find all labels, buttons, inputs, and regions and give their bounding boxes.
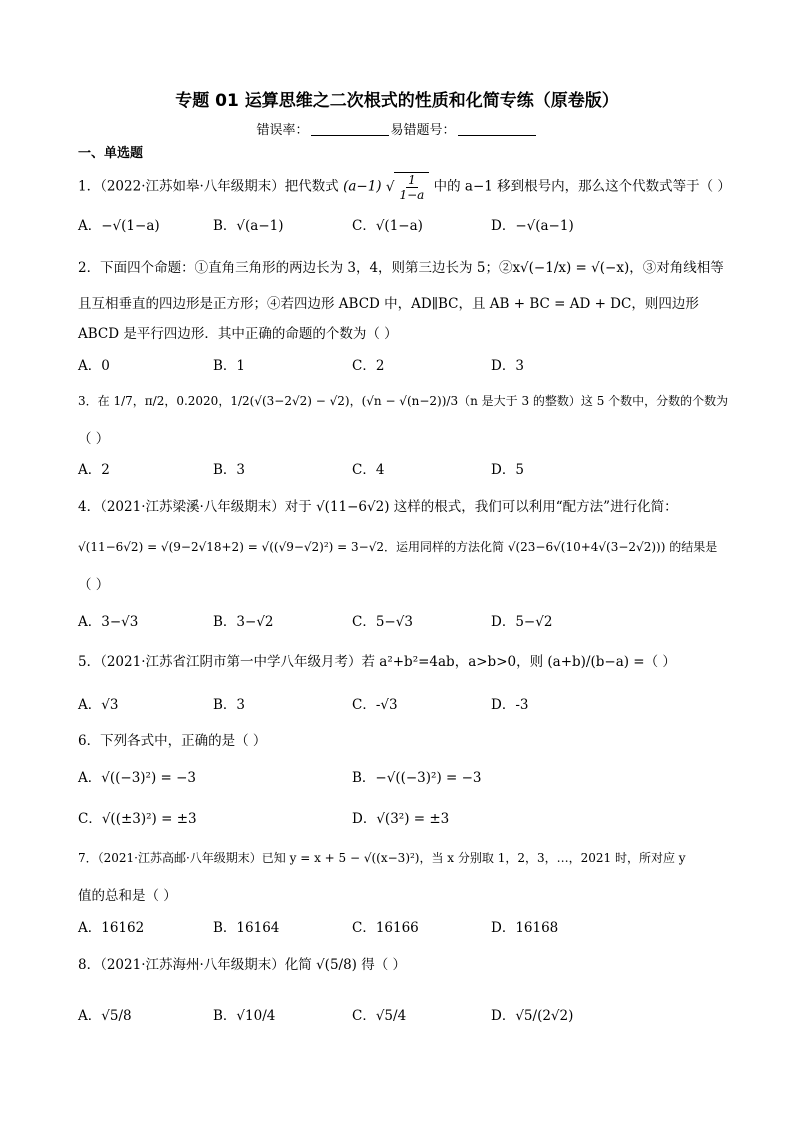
q2-option-a[interactable]: A．0	[78, 358, 110, 374]
q5-option-a[interactable]: A．√3	[78, 697, 119, 713]
q2-line-2: 且互相垂直的四边形是正方形；④若四边形 ABCD 中，AD∥BC，且 AB + BC = AD + DC，则四边形	[78, 296, 699, 312]
q1-sqrt: √ $\frac{1}{1-a}$	[386, 172, 429, 202]
q1-frac-den: 1−a	[399, 188, 425, 202]
q4-line-1: 4．（2021·江苏梁溪·八年级期末）对于 √(11−6√2) 这样的根式，我们可以利用“配方法”进行化简：	[78, 499, 678, 515]
q1-frac-num: 1	[408, 173, 416, 187]
subtitle-row	[0, 119, 794, 138]
q8-line-1: 8．（2021·江苏海州·八年级期末）化简 √(5/8) 得（ ）	[78, 957, 407, 973]
q3-option-c[interactable]: C．4	[352, 462, 385, 478]
q8-option-d[interactable]: D．√5/(2√2)	[491, 1008, 574, 1024]
q5-option-b[interactable]: B．3	[213, 697, 246, 713]
q7-option-c[interactable]: C．16166	[352, 920, 419, 936]
q5-line-1: 5．（2021·江苏省江阴市第一中学八年级月考）若 a²+b²=4ab，a>b>0，则 (a+b)/(b−a) =（ ）	[78, 654, 676, 670]
q6-line-1: 6．下列各式中，正确的是（ ）	[78, 733, 267, 749]
error-items-blank	[458, 135, 536, 136]
q4-option-c[interactable]: C．5−√3	[352, 614, 413, 630]
q2-line-1: 2．下面四个命题：①直角三角形的两边长为 3，4，则第三边长为 5；②x√(−1/x) = √(−x)，③对角线相等	[78, 260, 724, 276]
q2-option-d[interactable]: D．3	[491, 358, 524, 374]
q1-option-b[interactable]: B．√(a−1)	[213, 218, 284, 234]
q1-expr: (a−1)	[343, 178, 382, 195]
q8-option-a[interactable]: A．√5/8	[78, 1008, 132, 1024]
q4-option-b[interactable]: B．3−√2	[213, 614, 274, 630]
page-title: 专题 01 运算思维之二次根式的性质和化简专练（原卷版）	[175, 91, 619, 111]
q4-option-a[interactable]: A．3−√3	[78, 614, 139, 630]
question-1	[78, 172, 731, 202]
q7-option-a[interactable]: A．16162	[78, 920, 145, 936]
q3-option-a[interactable]: A．2	[78, 462, 110, 478]
error-rate-label: 错误率：	[256, 123, 309, 138]
q1-option-c[interactable]: C．√(1−a)	[352, 218, 423, 234]
q8-option-c[interactable]: C．√5/4	[352, 1008, 407, 1024]
q8-option-b[interactable]: B．√10/4	[213, 1008, 276, 1024]
q1-prefix: 1．（2022·江苏如皋·八年级期末）把代数式	[78, 178, 339, 195]
q7-option-b[interactable]: B．16164	[213, 920, 280, 936]
error-rate-blank	[311, 135, 389, 136]
q3-option-d[interactable]: D．5	[491, 462, 524, 478]
q5-option-c[interactable]: C．-√3	[352, 697, 398, 713]
q1-suffix: 中的 a−1 移到根号内，那么这个代数式等于（ ）	[433, 178, 731, 195]
q2-line-3: ABCD 是平行四边形．其中正确的命题的个数为（ ）	[78, 326, 398, 342]
q2-option-c[interactable]: C．2	[352, 358, 385, 374]
q3-line-1: 3．在 1/7，π/2，0.2020，1/2(√(3−2√2) − √2)，(√n − √(n−2))/3（n 是大于 3 的整数）这 5 个数中，分数的个数为	[78, 394, 729, 408]
q7-line-2: 值的总和是（ ）	[78, 888, 177, 904]
q3-option-b[interactable]: B．3	[213, 462, 246, 478]
q7-line-1: 7．（2021·江苏高邮·八年级期末）已知 y = x + 5 − √((x−3)²)，当 x 分别取 1，2，3，…，2021 时，所对应 y	[78, 851, 686, 865]
q4-line-3: （ ）	[78, 577, 110, 593]
error-items-label: 易错题号：	[390, 123, 456, 138]
q4-option-d[interactable]: D．5−√2	[491, 614, 553, 630]
section-heading: 一、单选题	[78, 146, 144, 161]
q6-option-b[interactable]: B．−√((−3)²) = −3	[352, 770, 482, 786]
q6-option-a[interactable]: A．√((−3)²) = −3	[78, 770, 197, 786]
q2-option-b[interactable]: B．1	[213, 358, 246, 374]
q6-option-c[interactable]: C．√((±3)²) = ±3	[78, 811, 197, 827]
q3-line-2: （ ）	[78, 431, 110, 447]
q1-option-d[interactable]: D．−√(a−1)	[491, 218, 574, 234]
q5-option-d[interactable]: D．-3	[491, 697, 529, 713]
q4-line-2: √(11−6√2) = √(9−2√18+2) = √((√9−√2)²) = 3−√2．运用同样的方法化简 √(23−6√(10+4√(3−2√2))) 的结果是	[78, 540, 718, 554]
q1-option-a[interactable]: A．−√(1−a)	[78, 218, 160, 234]
q6-option-d[interactable]: D．√(3²) = ±3	[352, 811, 450, 827]
q7-option-d[interactable]: D．16168	[491, 920, 559, 936]
